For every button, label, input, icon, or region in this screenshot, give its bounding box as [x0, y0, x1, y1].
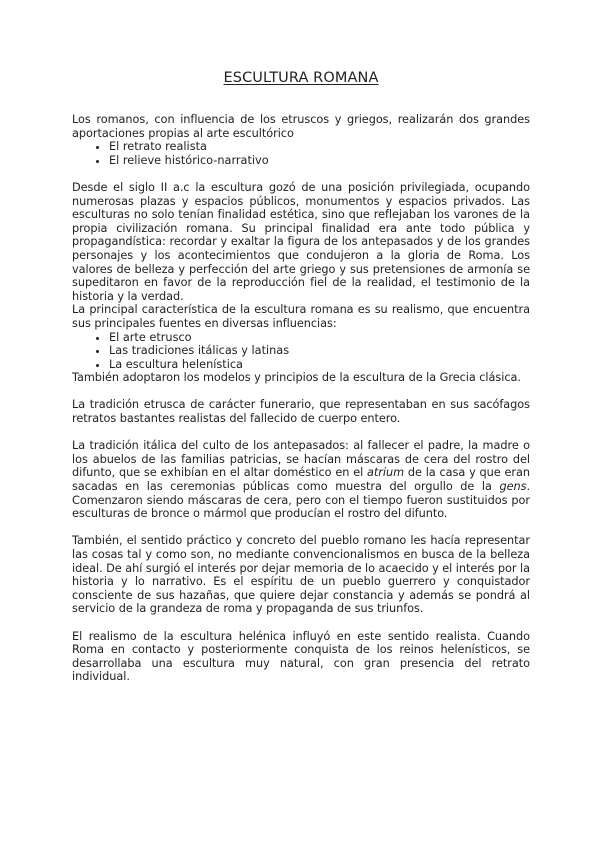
list-item: • El retrato realista: [109, 140, 530, 154]
list-item: • El relieve histórico-narrativo: [109, 154, 530, 168]
spacer: [72, 167, 530, 181]
term-gens: gens: [499, 480, 527, 494]
page-title: ESCULTURA ROMANA: [223, 70, 379, 86]
paragraph-sentido-practico: También, el sentido práctico y concreto del pueblo romano les hacía representar las cosas tal y como son, no mediante convencionalismos en busca de la belleza ideal. De ahí surgió el interés por dejar memoria de lo acaecido y el interés por la historia y lo narrativo. Es el espíritu de un pueblo guerrero y conquistador consciente de sus hazañas, que quiere dejar constancia y además se pondrá al servicio de la grandeza de roma y propaganda de sus triunfos.: [72, 534, 530, 616]
list-item: • Las tradiciones itálicas y latinas: [109, 344, 530, 358]
spacer: [72, 426, 530, 440]
spacer: [72, 521, 530, 535]
paragraph-etrusca: La tradición etrusca de carácter funerario, que representaban en sus sacófagos retratos bastantes realistas del fallecido de cuerpo entero.: [72, 398, 530, 426]
paragraph-realismo: La principal característica de la escultura romana es su realismo, que encuentra sus principales fuentes en diversas influencias:: [72, 303, 530, 330]
paragraph-helenica: El realismo de la escultura helénica influyó en este sentido realista. Cuando Roma en contacto y posteriormente conquista de los reinos helenísticos, se desarrollaba una escultura muy natural, con gran presencia del retrato individual.: [72, 629, 530, 684]
paragraph-grecia: También adoptaron los modelos y principios de la escultura de la Grecia clásica.: [72, 371, 521, 385]
paragraph-italica: La tradición itálica del culto de los antepasados: al fallecer el padre, la madre o los abuelos de las familias patricias, se hacían máscaras de cera del rostro del difunto, que se exhibían en el altar doméstico en el atrium de la casa y que eran sacadas en las ceremonias públicas como muestra del orgullo de la gens. Comenzaron siendo máscaras de cera, pero con el tiempo fueron sustituidos por esculturas de bronce o mármol que producían el rostro del difunto.: [72, 439, 530, 521]
intro-paragraph: Los romanos, con influencia de los etruscos y griegos, realizarán dos grandes aportaciones propias al arte escultórico: [72, 113, 530, 140]
aportaciones-list: [72, 140, 530, 167]
term-atrium: atrium: [367, 466, 405, 480]
spacer: [72, 385, 530, 399]
paragraph-posicion: Desde el siglo II a.c la escultura gozó de una posición privilegiada, ocupando numerosas plazas y espacios públicos, monumentos y espacios privados. Las esculturas no solo tenían finalidad estética, sino que reflejaban los varones de la propia civilización romana. Su principal finalidad era ante todo pública y propagandística: recordar y exaltar la figura de los antepasados y de los grandes personajes y los acontecimientos que condujeron a la gloria de Roma. Los valores de belleza y perfección del arte griego y sus pretensiones de armonía se supeditaron en favor de la reproducción fiel de la realidad, el testimonio de la historia y la verdad.: [72, 180, 530, 303]
influencias-list: [72, 331, 530, 372]
list-item: • El arte etrusco: [109, 331, 530, 345]
spacer: [72, 616, 530, 630]
list-item: • La escultura helenística: [109, 358, 530, 372]
